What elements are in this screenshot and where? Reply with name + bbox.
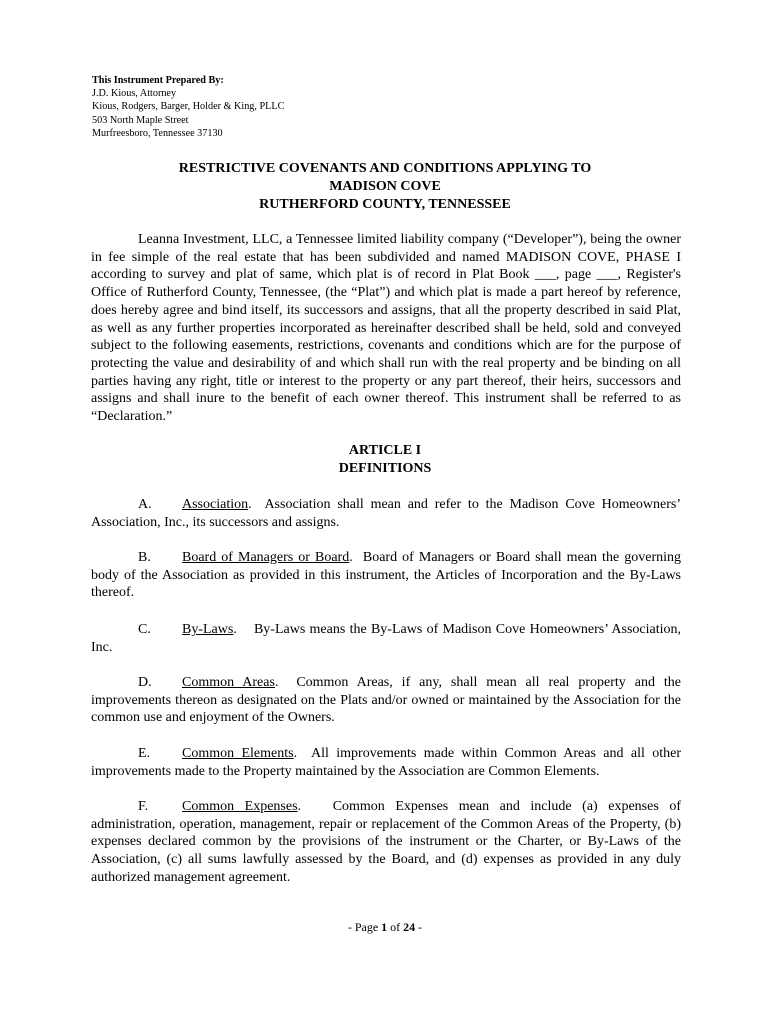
- definition-item: C. By-Laws. By-Laws means the By-Laws of Madison Cove Homeowners’ Association, Inc.: [91, 622, 681, 655]
- page-number: 1: [381, 920, 388, 934]
- footer-of: of: [387, 920, 404, 934]
- page-footer: [0, 920, 770, 935]
- prepared-by-line: J.D. Kious, Attorney: [92, 88, 177, 100]
- article-heading: [0, 442, 770, 478]
- prepared-by-line: 503 North Maple Street: [92, 114, 189, 126]
- definition-letter: B.: [138, 550, 151, 565]
- definition-letter: F.: [138, 799, 149, 814]
- definition-term: Common Expenses: [182, 799, 298, 814]
- definition-item: D. Common Areas. Common Areas, if any, shall mean all real property and the improvements thereon as designated on the Plats and/or owned or maintained by the Association for the common use and enjoyment of the Owners.: [91, 675, 682, 726]
- definition-term: Common Areas: [182, 675, 275, 690]
- intro-text: Leanna Investment, LLC, a Tennessee limited liability company (“Developer”), being the owner in fee simple of the real estate that has been subdivided and named MADISON COVE, PHASE I according to survey and plat of same, which plat is of record in Plat Book ___, page ___, Register's Office of Rutherford County, Tennessee, (the “Plat”) and which plat is made a part hereof by reference, does hereby agree and bind itself, its successors and assigns, that all the property described in said Plat, as well as any further properties incorporated as hereinafter described shall be held, sold and conveyed subject to the following easements, restrictions, covenants and conditions which are for the purpose of protecting the value and desirability of and which shall run with the real property and be binding on all parties having any right, title or interest to the property or any part thereof, their heirs, successors and assigns and shall inure to the benefit of each owner thereof. This instrument shall be referred to as “Declaration.”: [91, 232, 681, 425]
- definition-term: Association: [182, 497, 249, 512]
- title-line: RUTHERFORD COUNTY, TENNESSEE: [259, 196, 511, 212]
- definition-text: Board of Managers or Board shall mean the governing body of the Association as provided in this instrument, the Articles of Incorporation and the By-Laws thereof.: [91, 550, 681, 601]
- document-title: [0, 160, 770, 213]
- definition-letter: A.: [138, 497, 152, 512]
- intro-paragraph: [91, 231, 681, 426]
- definition-text: All improvements made within Common Areas and all other improvements made to the Property maintained by the Association are Common Elements.: [91, 746, 681, 779]
- prepared-by-line: Kious, Rodgers, Barger, Holder & King, PLLC: [92, 101, 285, 113]
- definition-term: Common Elements: [182, 746, 294, 761]
- article-number: ARTICLE I: [348, 443, 422, 458]
- definition-item: A. Association. Association shall mean and refer to the Madison Cove Homeowners’ Association, Inc., its successors and assigns.: [91, 497, 681, 530]
- footer-suffix: -: [415, 920, 423, 934]
- prepared-by-block: [92, 74, 284, 140]
- title-line: RESTRICTIVE COVENANTS AND CONDITIONS APPLYING TO: [178, 161, 592, 176]
- definition-term: By-Laws: [182, 622, 234, 637]
- prepared-by-line: Murfreesboro, Tennessee 37130: [92, 127, 223, 139]
- definition-text: By-Laws means the By-Laws of Madison Cove Homeowners’ Association, Inc.: [91, 622, 681, 655]
- definition-letter: E.: [138, 746, 151, 761]
- footer-prefix: - Page: [347, 920, 382, 934]
- article-title: DEFINITIONS: [338, 460, 432, 476]
- title-line: MADISON COVE: [329, 178, 441, 194]
- prepared-by-heading: This Instrument Prepared By:: [92, 75, 224, 86]
- definition-item: F. Common Expenses. Common Expenses mean and include (a) expenses of administration, operation, management, repair or replacement of the Common Areas of the Property, (b) expenses declared common by the provisions of the instrument or the Charter, or By-Laws of the Association, (c) all sums lawfully assessed by the Board, and (d) expenses as provided in any duly authorized management agreement.: [91, 799, 681, 885]
- definition-letter: C.: [138, 622, 151, 637]
- definition-text: Common Areas, if any, shall mean all real property and the improvements thereon as designated on the Plats and/or owned or maintained by the Association for the common use and enjoyment of the Owners.: [91, 675, 682, 726]
- page-total: 24: [403, 920, 416, 934]
- definition-item: B. Board of Managers or Board. Board of Managers or Board shall mean the governing body of the Association as provided in this instrument, the Articles of Incorporation and the By-Laws thereof.: [91, 550, 681, 601]
- definition-item: E. Common Elements. All improvements made within Common Areas and all other improvements made to the Property maintained by the Association are Common Elements.: [91, 746, 681, 779]
- definition-letter: D.: [138, 675, 152, 690]
- definition-term: Board of Managers or Board: [182, 550, 350, 565]
- definition-text: Common Expenses mean and include (a) expenses of administration, operation, management, repair or replacement of the Common Areas of the Property, (b) expenses declared common by the provisions of the instrument or the Charter, or By-Laws of the Association, (c) all sums lawfully assessed by the Board, and (d) expenses as provided in any duly authorized management agreement.: [91, 799, 681, 885]
- definition-text: Association shall mean and refer to the Madison Cove Homeowners’ Association, Inc., its successors and assigns.: [91, 497, 681, 530]
